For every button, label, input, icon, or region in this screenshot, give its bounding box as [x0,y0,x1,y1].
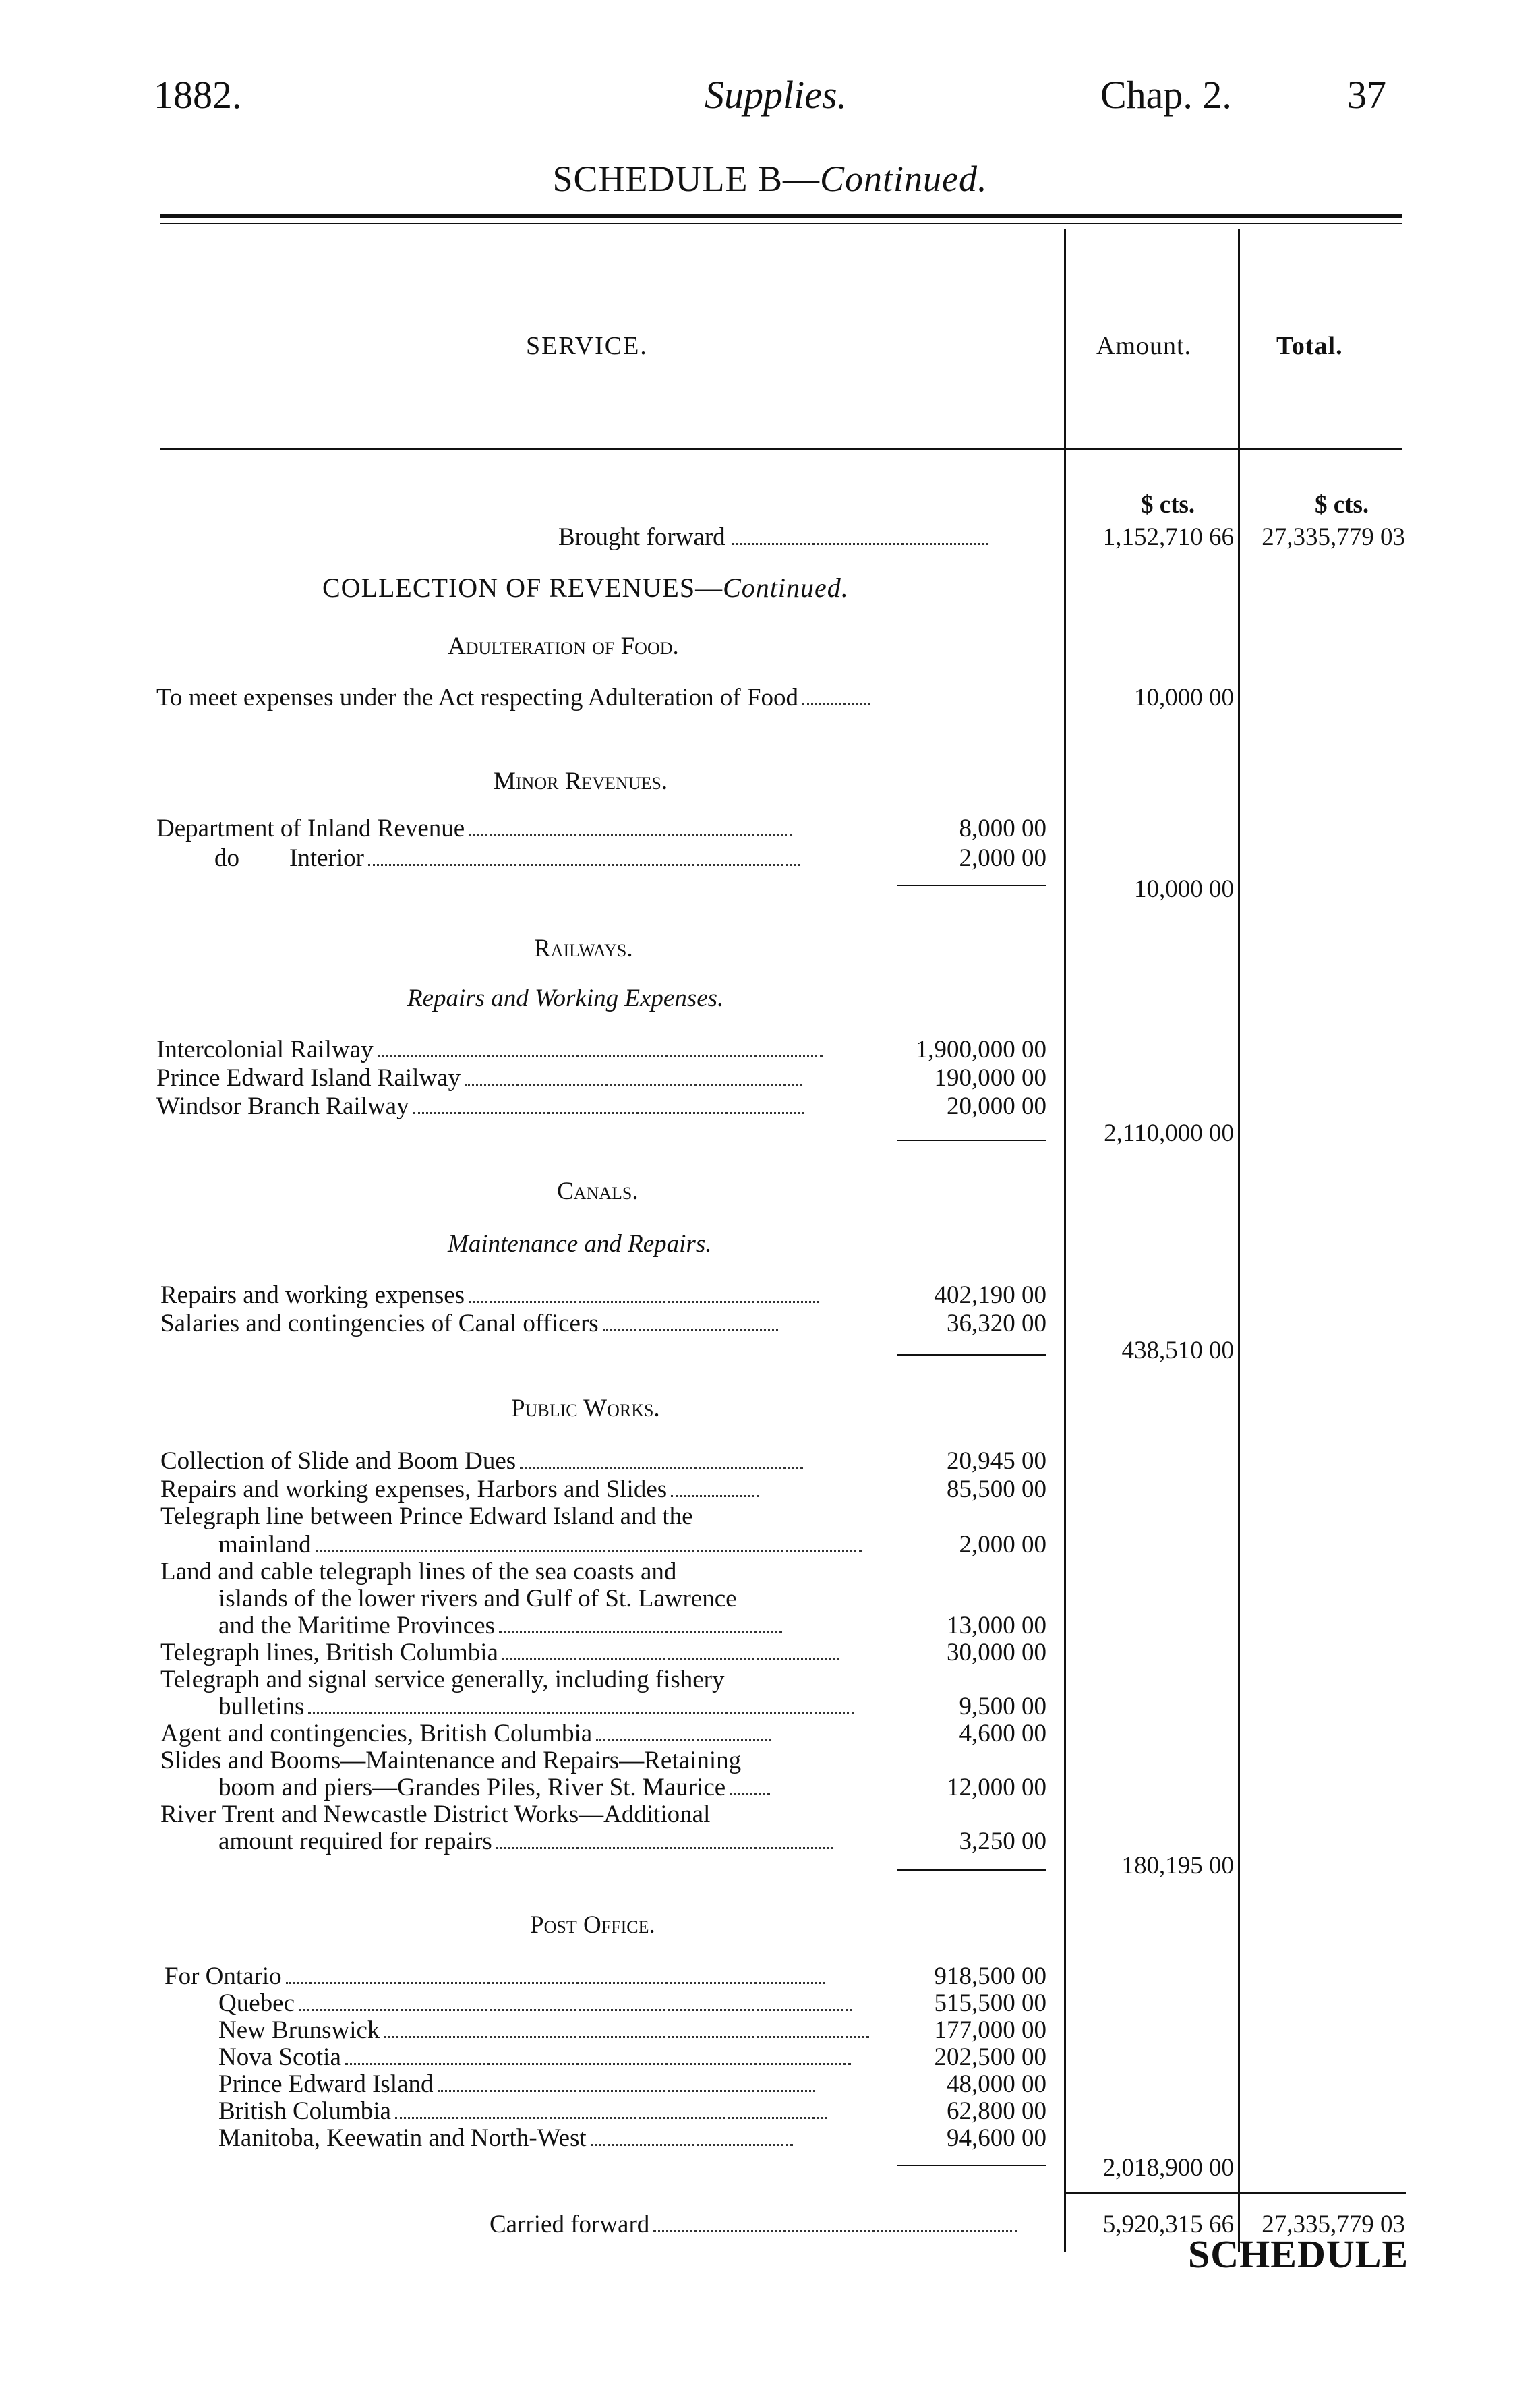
pw-item-harbors-slides: Repairs and working expenses, Harbors and Slides [160,1477,875,1502]
total-units: $ cts. [1315,491,1369,519]
header-rule-thick [160,214,1402,218]
pw-value-signal-service: 9,500 00 [959,1693,1046,1720]
schedule-heading [0,158,1540,199]
page-number: 37 [1347,73,1386,117]
railways-heading: Railways. [534,935,633,962]
minor-value-interior: 2,000 00 [959,844,1046,872]
minor-item-interior: do Interior [214,846,875,871]
po-value-british-columbia: 62,800 00 [947,2097,1046,2125]
public-works-heading: Public Works. [511,1395,660,1422]
po-item-british-columbia: British Columbia [218,2099,875,2124]
pw-value-pei-telegraph: 2,000 00 [959,1531,1046,1558]
carried-forward-amount: 5,920,315 66 [1102,2211,1234,2238]
po-value-pei: 48,000 00 [947,2070,1046,2098]
pw-value-harbors-slides: 85,500 00 [947,1476,1046,1503]
brought-forward-amount: 1,152,710 66 [1102,523,1234,551]
schedule-heading-main: SCHEDULE B— [552,158,820,199]
pw-item-slides-booms-line1: Slides and Booms—Maintenance and Repairs—Retaining [160,1747,742,1774]
pw-item-slide-boom-dues: Collection of Slide and Boom Dues [160,1449,875,1474]
pw-item-agent-bc: Agent and contingencies, British Columbia [160,1721,875,1746]
canal-subtotal-rule [897,1354,1046,1356]
po-value-ontario: 918,500 00 [934,1962,1046,1990]
rail-value-intercolonial: 1,900,000 00 [915,1036,1046,1063]
running-title: Supplies. [705,73,848,117]
public-works-amount: 180,195 00 [1121,1852,1234,1879]
minor-value-inland-revenue: 8,000 00 [959,815,1046,842]
po-item-ontario: For Ontario [165,1964,875,1989]
minor-revenues-heading: Minor Revenues. [494,767,668,795]
po-value-new-brunswick: 177,000 00 [934,2016,1046,2044]
pw-item-river-trent-line1: River Trent and Newcastle District Works—Additional [160,1801,711,1828]
rail-item-pei: Prince Edward Island Railway [156,1066,898,1090]
po-item-manitoba: Manitoba, Keewatin and North-West [218,2126,875,2151]
pw-item-land-cable-line2: islands of the lower rivers and Gulf of St. Lawrence [218,1585,737,1612]
po-value-nova-scotia: 202,500 00 [934,2043,1046,2071]
railways-subheading: Repairs and Working Expenses. [407,985,724,1012]
canals-heading: Canals. [557,1177,639,1205]
column-amount: Amount. [1096,332,1192,360]
pw-item-land-cable-line3: and the Maritime Provinces [218,1613,879,1638]
pw-item-land-cable-line1: Land and cable telegraph lines of the sea coasts and [160,1558,677,1585]
rail-subtotal-rule [897,1140,1046,1141]
amount-units: $ cts. [1141,491,1195,519]
carried-forward-rule [1065,2192,1406,2194]
canals-amount: 438,510 00 [1121,1337,1234,1364]
pw-item-pei-telegraph-line1: Telegraph line between Prince Edward Island and the [160,1503,693,1530]
rail-value-windsor: 20,000 00 [947,1092,1046,1120]
pw-item-signal-service-line1: Telegraph and signal service generally, including fishery [160,1666,725,1693]
rail-item-windsor: Windsor Branch Railway [156,1094,898,1119]
pw-item-pei-telegraph-line2: mainland [218,1532,879,1557]
pw-value-river-trent: 3,250 00 [959,1828,1046,1855]
pw-value-telegraph-bc: 30,000 00 [947,1639,1046,1666]
pw-value-slide-boom-dues: 20,945 00 [947,1447,1046,1475]
canal-value-salaries: 36,320 00 [947,1310,1046,1337]
pw-item-slides-booms-line2: boom and piers—Grandes Piles, River St. Maurice [218,1775,879,1800]
carried-forward-total: 27,335,779 03 [1262,2211,1405,2238]
brought-forward-label: Brought forward [558,525,1044,550]
minor-item-inland-revenue: Department of Inland Revenue [156,816,871,841]
minor-revenues-amount: 10,000 00 [1134,875,1234,903]
rail-value-pei: 190,000 00 [934,1064,1046,1092]
carried-forward-label: Carried forward [490,2212,1063,2237]
adulteration-item: To meet expenses under the Act respecting Adulteration of Food [156,685,1060,710]
adulteration-amount: 10,000 00 [1134,684,1234,711]
po-value-manitoba: 94,600 00 [947,2124,1046,2152]
chapter: Chap. 2. [1100,73,1232,117]
collection-heading: COLLECTION OF REVENUES—Continued. [322,573,849,603]
po-subtotal-rule [897,2165,1046,2166]
column-service: SERVICE. [526,332,648,360]
adulteration-heading: Adulteration of Food. [448,633,679,660]
po-value-quebec: 515,500 00 [934,1989,1046,2017]
catchword: SCHEDULE [1188,2232,1409,2276]
schedule-heading-suffix: Continued. [820,158,988,199]
pw-subtotal-rule [897,1869,1046,1871]
rail-item-intercolonial: Intercolonial Railway [156,1037,898,1062]
pw-value-slides-booms: 12,000 00 [947,1774,1046,1801]
post-office-heading: Post Office. [530,1911,655,1939]
pw-value-land-cable: 13,000 00 [947,1612,1046,1639]
po-item-pei: Prince Edward Island [218,2072,875,2097]
pw-item-signal-service-line2: bulletins [218,1694,879,1719]
pw-item-telegraph-bc: Telegraph lines, British Columbia [160,1640,875,1665]
po-item-new-brunswick: New Brunswick [218,2018,875,2043]
post-office-amount: 2,018,900 00 [1102,2154,1234,2182]
column-total: Total. [1276,332,1343,360]
brought-forward-total: 27,335,779 03 [1262,523,1405,551]
railways-amount: 2,110,000 00 [1104,1119,1234,1147]
po-item-quebec: Quebec [218,1991,875,2016]
pw-value-agent-bc: 4,600 00 [959,1720,1046,1747]
pw-item-river-trent-line2: amount required for repairs [218,1829,879,1854]
minor-subtotal-rule [897,885,1046,886]
year: 1882. [154,73,242,117]
header-rule-thin [160,223,1402,224]
po-item-nova-scotia: Nova Scotia [218,2045,875,2070]
canal-item-salaries: Salaries and contingencies of Canal officers [160,1311,875,1336]
canal-item-repairs: Repairs and working expenses [160,1283,875,1308]
column-head-rule [160,448,1402,450]
canals-subheading: Maintenance and Repairs. [448,1230,712,1258]
canal-value-repairs: 402,190 00 [934,1281,1046,1309]
